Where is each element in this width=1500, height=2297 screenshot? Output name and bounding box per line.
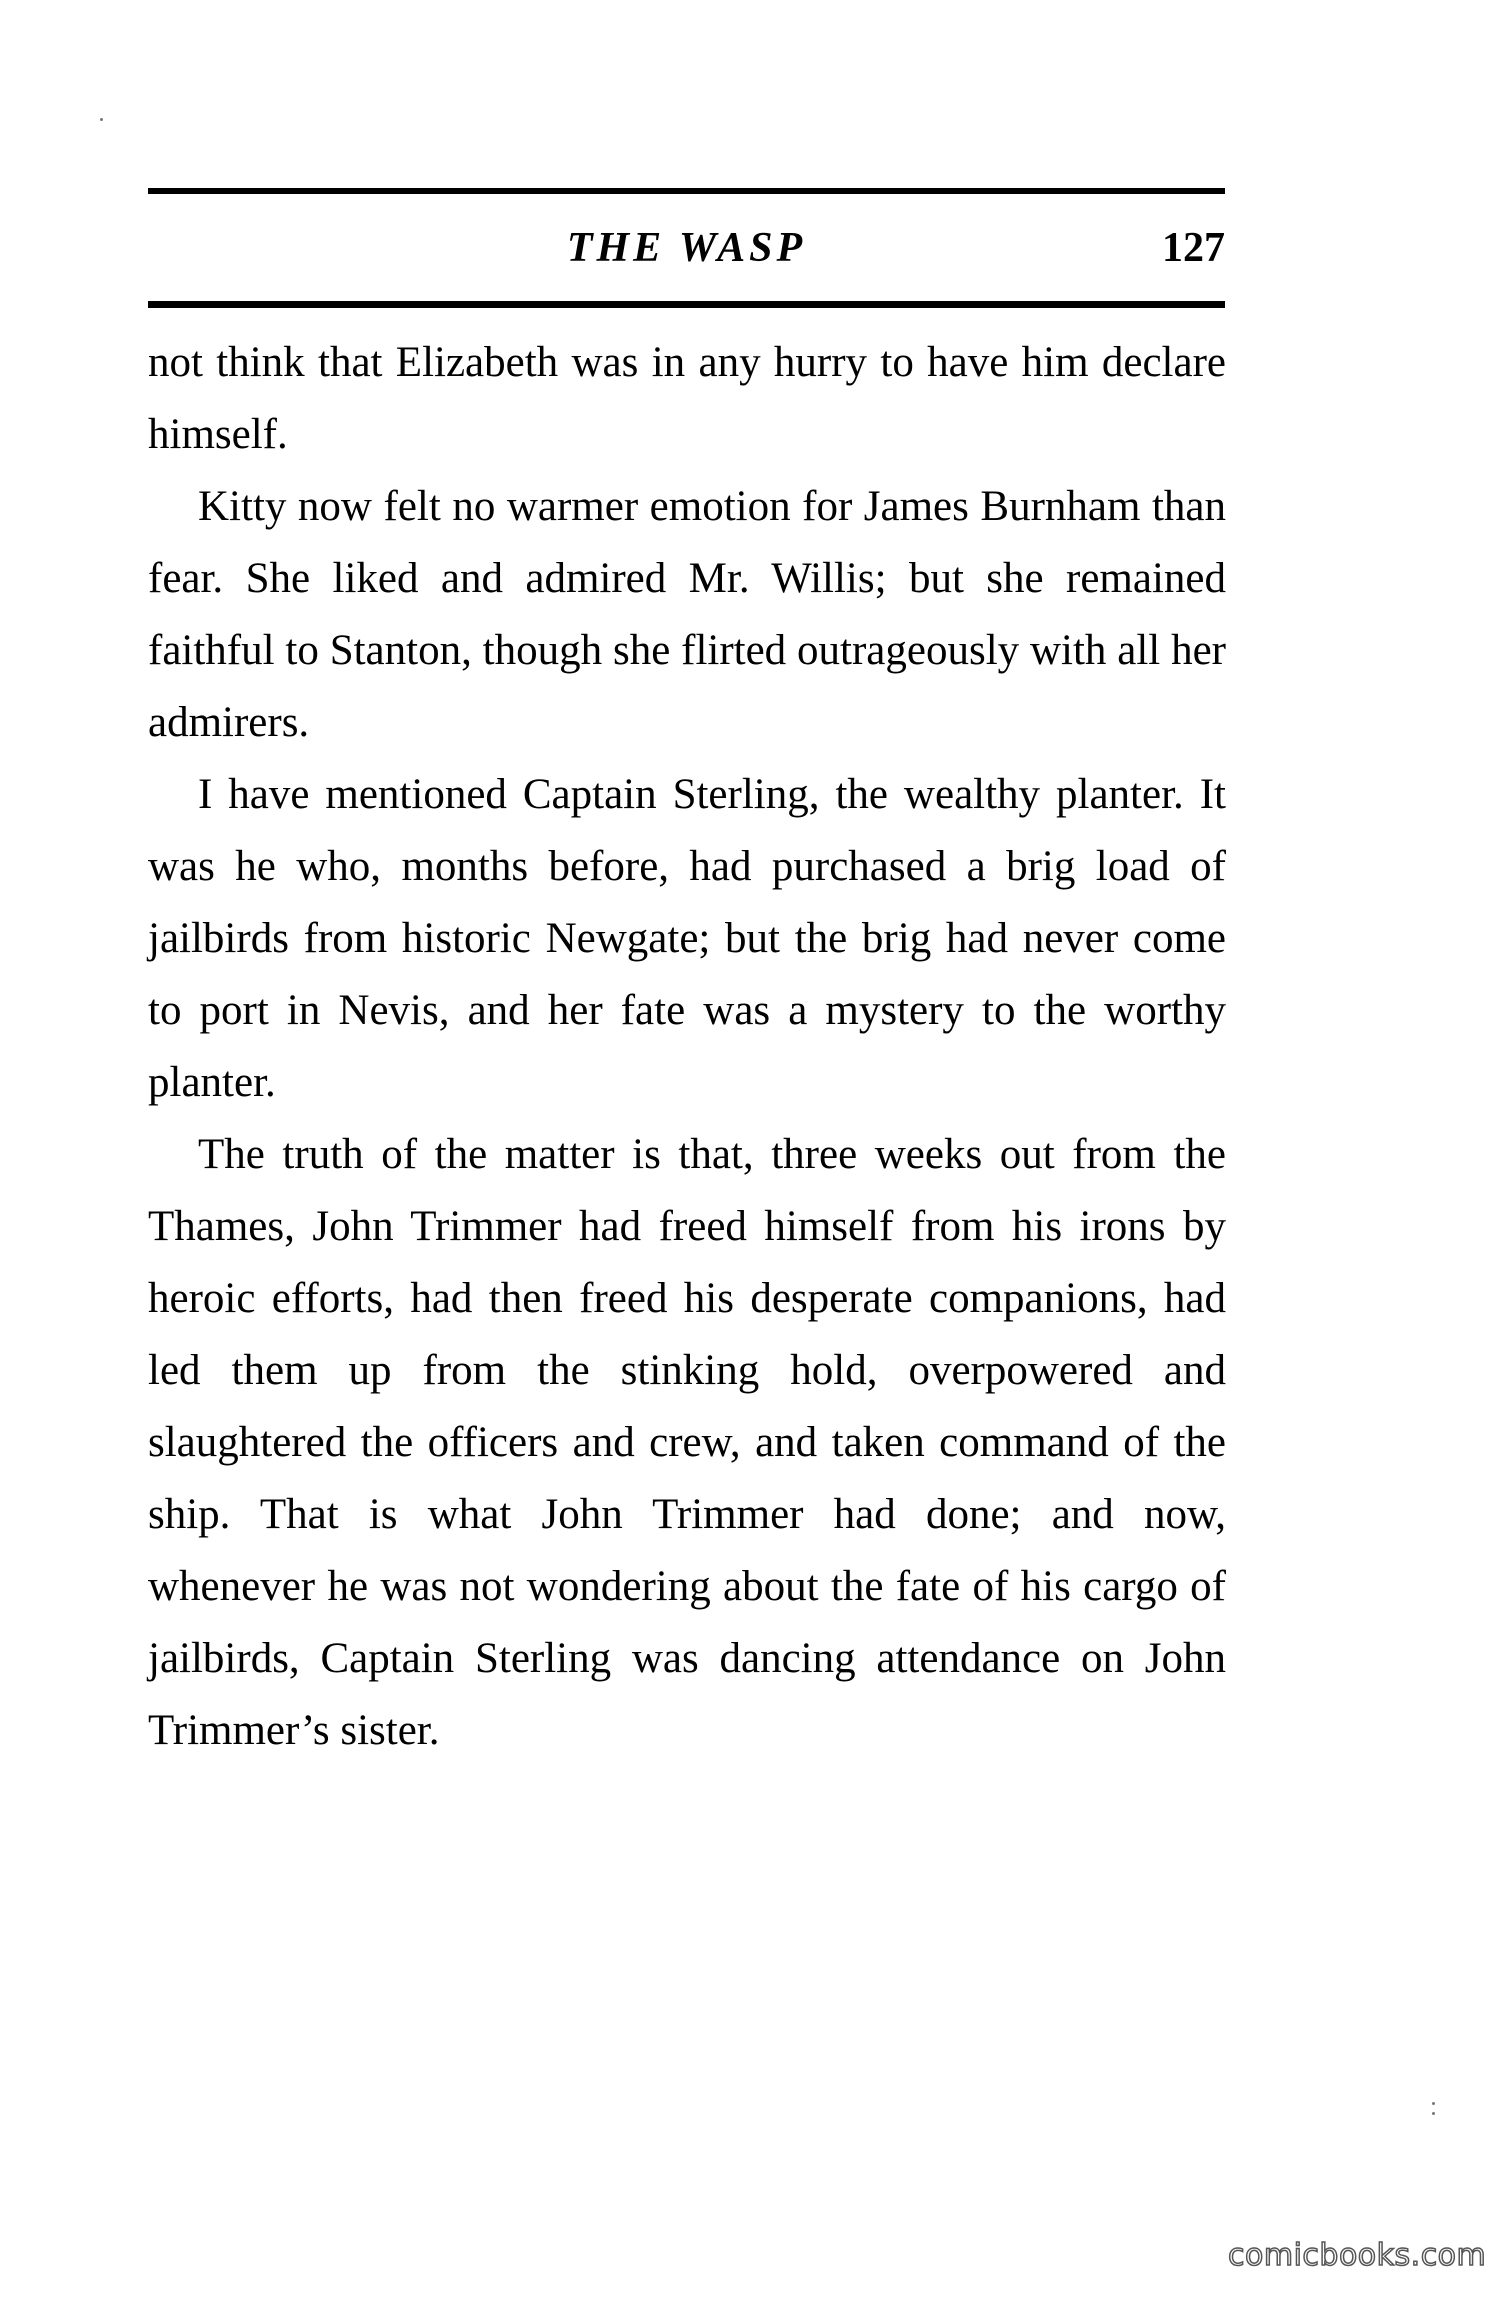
watermark-logo: comicbooks.com [1228, 2238, 1487, 2273]
scan-speck [1432, 2112, 1435, 2115]
running-title: THE WASP [566, 225, 807, 271]
paragraph-2: Kitty now felt no warmer emotion for James Burnham than fear. She liked and admired Mr. Willis; but she remained faithful to Stanton, though she flirted outrageously with all her admirers. [148, 483, 1226, 746]
page-number: 127 [1162, 225, 1225, 271]
body-text [148, 327, 1226, 1767]
paragraph-1: not think that Elizabeth was in any hurry to have him declare himself. [148, 339, 1226, 458]
running-head [148, 218, 1225, 278]
scan-speck [100, 118, 103, 121]
scan-speck [1432, 2102, 1435, 2105]
paragraph-3: I have mentioned Captain Sterling, the wealthy planter. It was he who, months before, had purchased a brig load of jailbirds from historic Newgate; but the brig had never come to port in Nevis, and her fate was a mystery to the worthy planter. [148, 771, 1226, 1106]
header-rule-bottom [148, 301, 1225, 308]
paragraph-4: The truth of the matter is that, three weeks out from the Thames, John Trimmer had freed himself from his irons by heroic efforts, had then freed his desperate companions, had led them up from the stinking hold, overpowered and slaughtered the officers and crew, and taken command of the ship. That is what John Trimmer had done; and now, whenever he was not wondering about the fate of his cargo of jailbirds, Captain Sterling was dancing attendance on John Trimmer’s sister. [148, 1131, 1226, 1754]
header-rule-top [148, 188, 1225, 194]
